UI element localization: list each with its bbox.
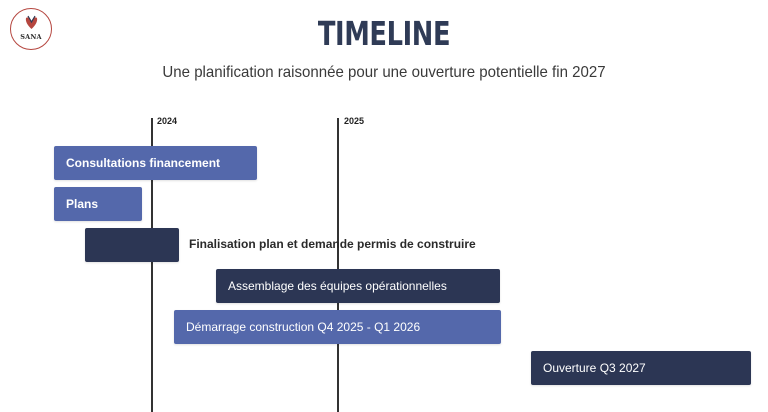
logo-text: SANA xyxy=(20,33,42,41)
task-bar-consultations-financement xyxy=(54,146,257,180)
task-bar-finalisation-plan xyxy=(85,228,179,262)
task-label-finalisation-plan: Finalisation plan et demande permis de construire xyxy=(189,237,476,251)
logo-emblem-icon xyxy=(11,9,53,51)
sana-logo xyxy=(10,8,52,50)
task-label: Démarrage construction Q4 2025 - Q1 2026 xyxy=(186,320,421,334)
year-line-2025 xyxy=(337,118,339,412)
page-subtitle: Une planification raisonnée pour une ouverture potentielle fin 2027 xyxy=(162,64,606,81)
task-label: Assemblage des équipes opérationnelles xyxy=(228,279,447,293)
task-label: Consultations financement xyxy=(66,156,221,170)
task-bar-demarrage-construction xyxy=(174,310,501,344)
task-bar-ouverture xyxy=(531,351,751,385)
year-label-2024: 2024 xyxy=(157,116,178,126)
task-label: Ouverture Q3 2027 xyxy=(543,361,646,375)
task-bar-plans xyxy=(54,187,142,221)
year-label-2025: 2025 xyxy=(344,116,365,126)
page-title: TIMELINE xyxy=(317,14,451,53)
task-label: Plans xyxy=(66,197,99,211)
task-bar-assemblage-equipes xyxy=(216,269,500,303)
